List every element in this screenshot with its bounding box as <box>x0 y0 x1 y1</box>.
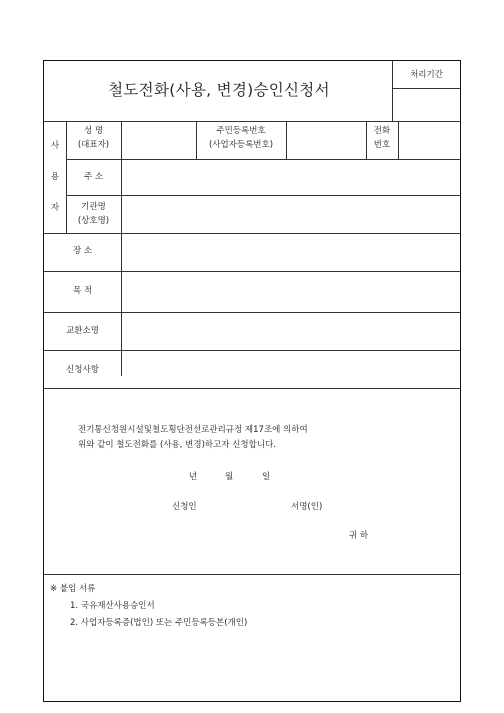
phone-label: 전화 <box>373 126 391 136</box>
row-divider-7 <box>44 350 460 351</box>
statement-line-1: 전기통신청원시설및철도횡단전선로관리규정 제17조에 의하여 <box>78 425 308 435</box>
row-divider-9 <box>44 574 460 575</box>
side-label-1: 사 <box>50 141 60 151</box>
recipient-label: 귀 하 <box>349 531 369 541</box>
org-sub-label: (상호명) <box>77 216 110 226</box>
date-day: 일 <box>262 472 271 482</box>
application-form <box>43 60 461 702</box>
org-label-cell <box>66 200 121 228</box>
row-divider-6 <box>44 312 460 313</box>
row-divider-3 <box>66 195 460 196</box>
side-label-2: 용 <box>50 172 60 182</box>
signature-label: 서명(인) <box>291 502 323 512</box>
processing-divider <box>392 88 460 89</box>
resident-no-label: 주민등록번호 <box>216 126 266 136</box>
name-sub-label: (대표자) <box>77 140 110 150</box>
form-title: 철도전화(사용, 변경)승인신청서 <box>108 81 330 99</box>
row-divider-4 <box>44 233 460 234</box>
place-label: 장 소 <box>72 246 93 256</box>
exchange-label: 교환소명 <box>66 326 99 336</box>
attachment-item-2: 2. 사업자등록증(법인) 또는 주민등록등본(개인) <box>70 618 248 628</box>
purpose-label: 목 적 <box>72 286 93 296</box>
date-month: 월 <box>225 472 234 482</box>
name-label: 성 명 <box>83 126 104 136</box>
side-label-3: 자 <box>50 203 60 213</box>
resident-no-sub-label: (사업자등록번호) <box>208 140 274 150</box>
statement-line-2: 위와 같이 철도전화를 (사용, 변경)하고자 신청합니다. <box>78 440 276 450</box>
phone-value-divider <box>398 121 399 159</box>
row-divider-5 <box>44 271 460 272</box>
row-divider-2 <box>66 159 460 160</box>
applicant-label: 신청인 <box>172 502 197 512</box>
resident-no-label-cell <box>196 124 286 152</box>
name-label-cell <box>66 124 121 152</box>
resident-value-divider <box>286 121 287 159</box>
phone-label-cell <box>366 124 398 152</box>
address-label: 주 소 <box>83 172 104 182</box>
date-year: 년 <box>189 472 198 482</box>
request-label: 신청사항 <box>66 365 99 375</box>
processing-period-label: 처리기간 <box>410 70 443 80</box>
row-divider-8 <box>44 388 460 389</box>
attachment-item-1: 1. 국유재산사용승인서 <box>70 601 155 611</box>
org-label: 기관명 <box>81 202 106 212</box>
attachments-title: ※ 붙임 서류 <box>50 584 96 594</box>
phone-sub-label: 번호 <box>373 140 391 150</box>
